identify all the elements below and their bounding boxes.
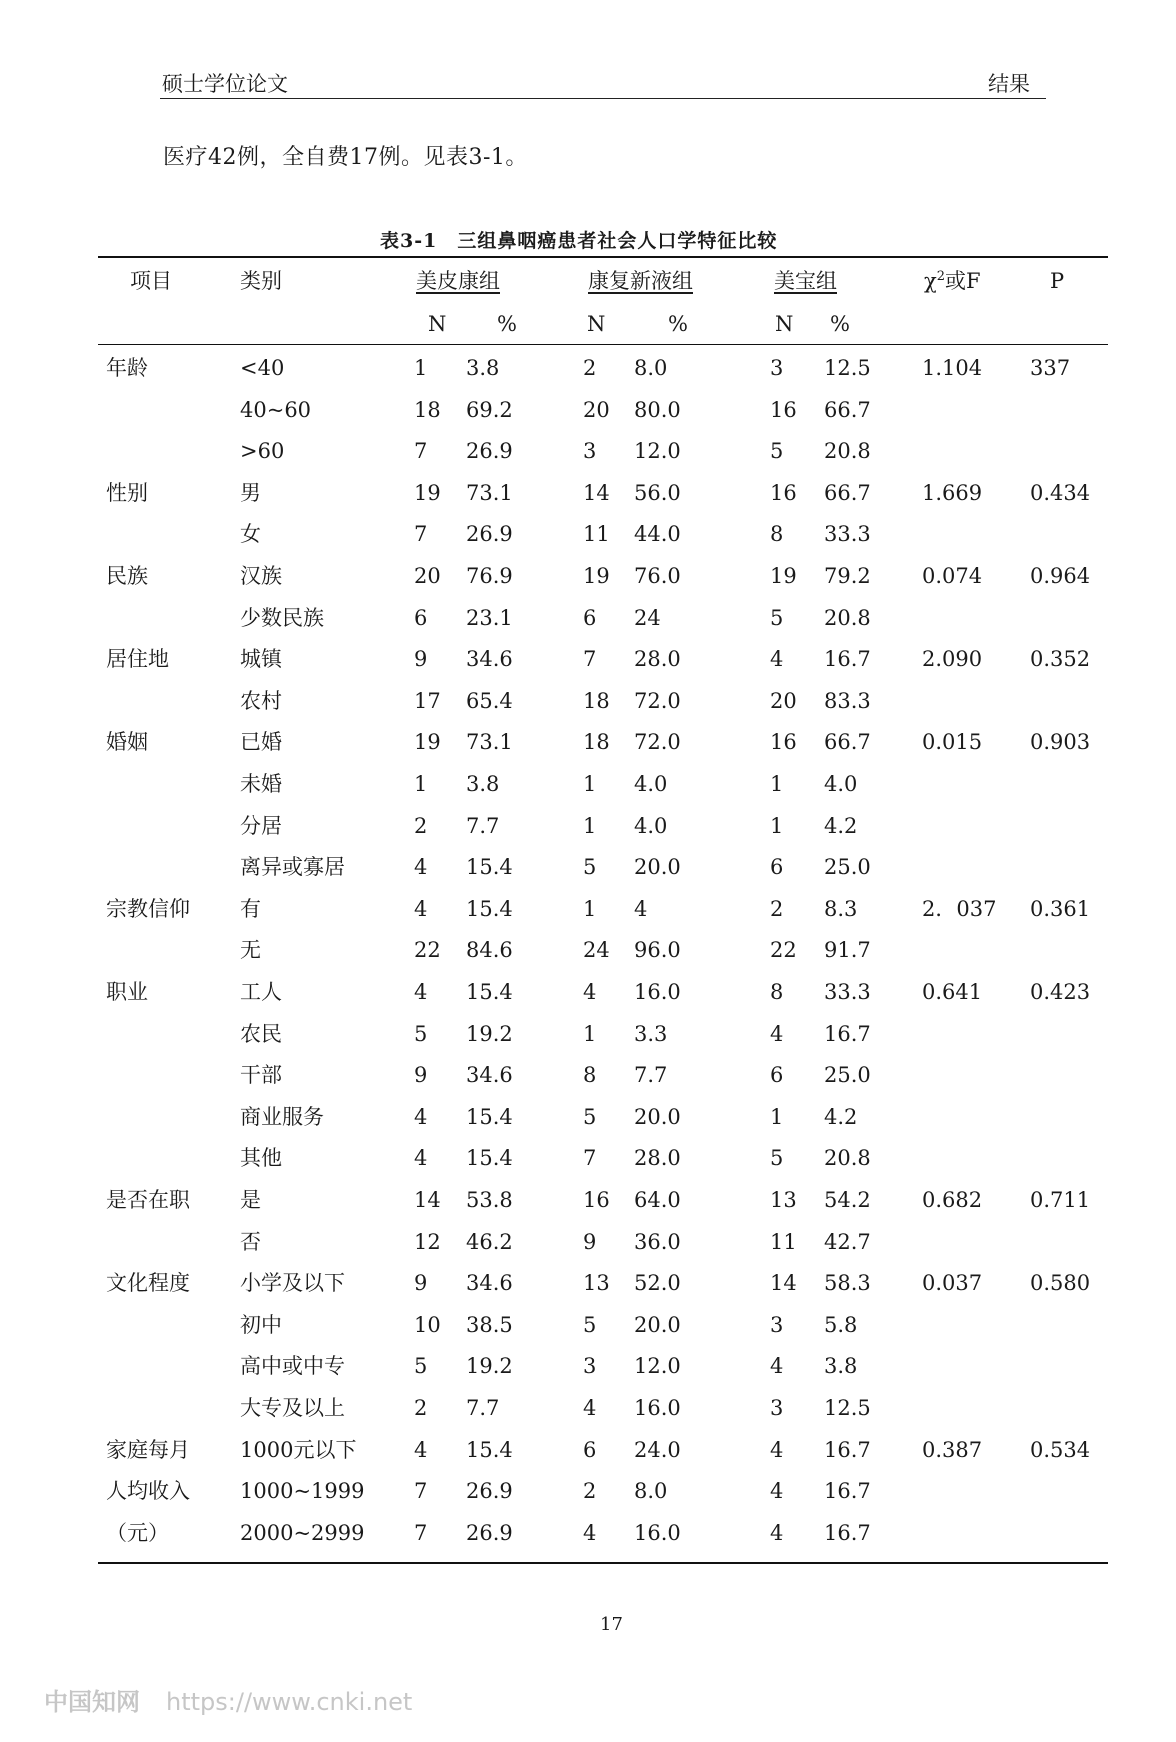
table-cell-p1: 23.1 (466, 606, 513, 630)
table-cell-p3: 16.7 (824, 1521, 871, 1545)
table-cell-n1: 7 (414, 1479, 428, 1503)
table-cell-p2: 20.0 (634, 1105, 681, 1129)
table-cell-n3: 1 (770, 772, 784, 796)
table-cell-n3: 16 (770, 730, 797, 754)
table-cell-p1: 26.9 (466, 522, 513, 546)
table-cell-p1: 73.1 (466, 481, 513, 505)
table-cell-p2: 96.0 (634, 938, 681, 962)
table-cell-cat: 其他 (240, 1146, 282, 1170)
subheader-n-group3: N (775, 312, 794, 336)
table-cell-cat: 商业服务 (240, 1105, 324, 1129)
table-cell-n3: 11 (770, 1230, 797, 1254)
table-cell-n1: 18 (414, 398, 441, 422)
table-cell-n2: 5 (583, 1105, 597, 1129)
table-cell-p3: 16.7 (824, 1438, 871, 1462)
table-cell-n2: 6 (583, 1438, 597, 1462)
table-cell-p1: 65.4 (466, 689, 513, 713)
table-cell-stat: 1.104 (922, 356, 983, 380)
table-cell-p2: 80.0 (634, 398, 681, 422)
header-item: 项目 (130, 269, 172, 293)
table-cell-p: 0.711 (1030, 1188, 1091, 1212)
table-cell-p2: 52.0 (634, 1271, 681, 1295)
table-cell-stat: 2．037 (922, 897, 997, 921)
header-statistic-sup: 2 (936, 269, 946, 284)
table-cell-p2: 56.0 (634, 481, 681, 505)
table-cell-n2: 11 (583, 522, 610, 546)
table-cell-stat: 0.682 (922, 1188, 983, 1212)
table-cell-n2: 9 (583, 1230, 597, 1254)
table-cell-cat: 干部 (240, 1063, 282, 1087)
table-cell-p1: 7.7 (466, 814, 500, 838)
subheader-pct-group2: % (668, 312, 688, 336)
table-cell-p3: 16.7 (824, 647, 871, 671)
table-cell-cat: 城镇 (240, 647, 282, 671)
table-cell-n3: 4 (770, 1354, 784, 1378)
table-cell-stat: 0.015 (922, 730, 983, 754)
table-cell-item: 宗教信仰 (106, 897, 190, 921)
table-cell-n2: 1 (583, 1022, 597, 1046)
table-cell-p3: 4.2 (824, 814, 858, 838)
watermark-url: https://www.cnki.net (166, 1688, 413, 1716)
table-cell-n3: 6 (770, 855, 784, 879)
table-cell-p2: 8.0 (634, 356, 668, 380)
table-cell-p3: 4.2 (824, 1105, 858, 1129)
table-cell-cat: 工人 (240, 980, 282, 1004)
table-cell-p: 0.434 (1030, 481, 1091, 505)
table-cell-n2: 14 (583, 481, 610, 505)
table-cell-p3: 58.3 (824, 1271, 871, 1295)
table-cell-cat: 否 (240, 1230, 261, 1254)
table-cell-cat: <40 (240, 356, 285, 380)
table-cell-p3: 16.7 (824, 1022, 871, 1046)
table-top-rule (98, 256, 1108, 258)
table-cell-p1: 15.4 (466, 855, 513, 879)
table-cell-p1: 46.2 (466, 1230, 513, 1254)
table-caption: 表3-1 三组鼻咽癌患者社会人口学特征比较 (380, 230, 778, 252)
table-cell-p1: 15.4 (466, 897, 513, 921)
table-cell-n3: 22 (770, 938, 797, 962)
table-cell-n2: 20 (583, 398, 610, 422)
table-cell-item: 居住地 (106, 647, 169, 671)
table-cell-cat: >60 (240, 439, 285, 463)
table-cell-cat: 初中 (240, 1313, 282, 1337)
header-statistic-suffix: 或F (945, 269, 981, 293)
table-cell-n2: 4 (583, 980, 597, 1004)
table-cell-n3: 13 (770, 1188, 797, 1212)
table-cell-n3: 1 (770, 814, 784, 838)
table-cell-cat: 2000~2999 (240, 1521, 365, 1545)
table-cell-p2: 76.0 (634, 564, 681, 588)
table-cell-n1: 9 (414, 1271, 428, 1295)
table-cell-n1: 4 (414, 1146, 428, 1170)
table-cell-p1: 26.9 (466, 1479, 513, 1503)
table-cell-p2: 44.0 (634, 522, 681, 546)
table-cell-cat: 1000元以下 (240, 1438, 357, 1462)
header-statistic (924, 268, 981, 294)
table-cell-p2: 64.0 (634, 1188, 681, 1212)
table-cell-n1: 22 (414, 938, 441, 962)
table-cell-p2: 4.0 (634, 772, 668, 796)
table-cell-cat: 1000~1999 (240, 1479, 365, 1503)
table-cell-n3: 4 (770, 1022, 784, 1046)
table-cell-item: 人均收入 (106, 1479, 190, 1503)
table-cell-n3: 4 (770, 1438, 784, 1462)
table-cell-p3: 83.3 (824, 689, 871, 713)
table-bottom-rule (98, 1562, 1108, 1564)
table-cell-p3: 79.2 (824, 564, 871, 588)
subheader-pct-group3: % (830, 312, 850, 336)
table-cell-p2: 8.0 (634, 1479, 668, 1503)
table-cell-n2: 13 (583, 1271, 610, 1295)
watermark (44, 1682, 412, 1717)
table-cell-p: 0.423 (1030, 980, 1091, 1004)
table-cell-p2: 36.0 (634, 1230, 681, 1254)
header-divider (160, 98, 1046, 99)
table-cell-n3: 8 (770, 522, 784, 546)
table-cell-n1: 17 (414, 689, 441, 713)
table-cell-n1: 7 (414, 522, 428, 546)
table-cell-p3: 12.5 (824, 1396, 871, 1420)
table-cell-p: 0.534 (1030, 1438, 1091, 1462)
table-cell-p: 0.580 (1030, 1271, 1091, 1295)
table-cell-p2: 24.0 (634, 1438, 681, 1462)
table-cell-item: 年龄 (106, 356, 148, 380)
table-cell-cat: 离异或寡居 (240, 855, 345, 879)
table-cell-cat: 农民 (240, 1022, 282, 1046)
table-cell-p3: 33.3 (824, 980, 871, 1004)
table-cell-p1: 84.6 (466, 938, 513, 962)
table-cell-p3: 66.7 (824, 398, 871, 422)
table-cell-n1: 5 (414, 1022, 428, 1046)
table-cell-n2: 18 (583, 689, 610, 713)
table-cell-n2: 4 (583, 1521, 597, 1545)
table-cell-p1: 15.4 (466, 1105, 513, 1129)
table-cell-n2: 16 (583, 1188, 610, 1212)
table-cell-p2: 7.7 (634, 1063, 668, 1087)
table-cell-n2: 24 (583, 938, 610, 962)
table-cell-n1: 1 (414, 356, 428, 380)
table-cell-p3: 8.3 (824, 897, 858, 921)
table-cell-n1: 2 (414, 1396, 428, 1420)
table-cell-n1: 19 (414, 481, 441, 505)
table-cell-n3: 3 (770, 1313, 784, 1337)
table-cell-item: 家庭每月 (106, 1438, 190, 1462)
table-cell-stat: 0.641 (922, 980, 983, 1004)
table-cell-item: 民族 (106, 564, 148, 588)
table-cell-n2: 4 (583, 1396, 597, 1420)
table-cell-p3: 20.8 (824, 439, 871, 463)
table-cell-n1: 4 (414, 980, 428, 1004)
table-cell-n1: 20 (414, 564, 441, 588)
table-cell-n2: 5 (583, 1313, 597, 1337)
table-cell-item: 文化程度 (106, 1271, 190, 1295)
table-cell-n2: 6 (583, 606, 597, 630)
table-cell-p3: 25.0 (824, 855, 871, 879)
table-cell-n3: 6 (770, 1063, 784, 1087)
subheader-n-group2: N (587, 312, 606, 336)
table-cell-p1: 3.8 (466, 772, 500, 796)
table-cell-cat: 高中或中专 (240, 1354, 345, 1378)
table-cell-p2: 16.0 (634, 1396, 681, 1420)
table-cell-cat: 汉族 (240, 564, 282, 588)
table-cell-p1: 73.1 (466, 730, 513, 754)
table-cell-p2: 12.0 (634, 439, 681, 463)
table-cell-cat: 是 (240, 1188, 261, 1212)
table-cell-n2: 19 (583, 564, 610, 588)
header-category: 类别 (240, 269, 282, 293)
table-cell-p2: 20.0 (634, 855, 681, 879)
table-cell-p3: 33.3 (824, 522, 871, 546)
table-cell-p2: 16.0 (634, 1521, 681, 1545)
table-cell-p2: 72.0 (634, 689, 681, 713)
table-cell-n2: 3 (583, 1354, 597, 1378)
table-cell-p3: 4.0 (824, 772, 858, 796)
table-cell-stat: 0.387 (922, 1438, 983, 1462)
header-group1: 美皮康组 (416, 269, 500, 293)
table-cell-n2: 2 (583, 356, 597, 380)
table-cell-p1: 76.9 (466, 564, 513, 588)
table-cell-n2: 1 (583, 897, 597, 921)
table-cell-p: 0.964 (1030, 564, 1091, 588)
table-cell-p1: 15.4 (466, 1146, 513, 1170)
table-cell-n1: 7 (414, 439, 428, 463)
subheader-pct-group1: % (497, 312, 517, 336)
table-cell-p1: 15.4 (466, 1438, 513, 1462)
table-cell-p3: 12.5 (824, 356, 871, 380)
table-cell-cat: 大专及以上 (240, 1396, 345, 1420)
table-cell-n1: 6 (414, 606, 428, 630)
table-cell-n3: 5 (770, 606, 784, 630)
table-cell-n1: 4 (414, 1438, 428, 1462)
table-cell-n3: 3 (770, 356, 784, 380)
table-cell-n3: 1 (770, 1105, 784, 1129)
table-cell-n3: 2 (770, 897, 784, 921)
table-cell-p2: 24 (634, 606, 661, 630)
table-cell-n3: 5 (770, 439, 784, 463)
table-cell-n2: 2 (583, 1479, 597, 1503)
table-cell-stat: 2.090 (922, 647, 983, 671)
table-cell-p1: 26.9 (466, 1521, 513, 1545)
table-cell-stat: 1.669 (922, 481, 983, 505)
table-cell-p: 0.352 (1030, 647, 1091, 671)
table-cell-p2: 3.3 (634, 1022, 668, 1046)
table-cell-n3: 5 (770, 1146, 784, 1170)
table-cell-n3: 20 (770, 689, 797, 713)
table-cell-stat: 0.074 (922, 564, 983, 588)
table-cell-p3: 20.8 (824, 1146, 871, 1170)
table-cell-p2: 4.0 (634, 814, 668, 838)
table-cell-item: 性别 (106, 481, 148, 505)
table-cell-p1: 34.6 (466, 1271, 513, 1295)
table-cell-p2: 4 (634, 897, 648, 921)
table-cell-n1: 5 (414, 1354, 428, 1378)
table-cell-cat: 少数民族 (240, 606, 324, 630)
table-cell-p1: 38.5 (466, 1313, 513, 1337)
table-cell-p3: 91.7 (824, 938, 871, 962)
table-cell-n1: 10 (414, 1313, 441, 1337)
table-cell-item: 是否在职 (106, 1188, 190, 1212)
table-cell-n3: 3 (770, 1396, 784, 1420)
table-cell-item: 职业 (106, 980, 148, 1004)
table-cell-cat: 农村 (240, 689, 282, 713)
table-cell-n3: 16 (770, 398, 797, 422)
table-cell-cat: 40~60 (240, 398, 312, 422)
table-cell-p3: 66.7 (824, 730, 871, 754)
table-cell-cat: 有 (240, 897, 261, 921)
table-cell-n2: 1 (583, 772, 597, 796)
table-cell-cat: 未婚 (240, 772, 282, 796)
page-number: 17 (600, 1614, 623, 1635)
table-cell-p2: 72.0 (634, 730, 681, 754)
table-cell-cat: 分居 (240, 814, 282, 838)
table-cell-n1: 7 (414, 1521, 428, 1545)
table-cell-p1: 34.6 (466, 647, 513, 671)
table-cell-p3: 54.2 (824, 1188, 871, 1212)
table-cell-n1: 4 (414, 855, 428, 879)
table-cell-p2: 28.0 (634, 647, 681, 671)
table-cell-n2: 1 (583, 814, 597, 838)
table-cell-p2: 28.0 (634, 1146, 681, 1170)
table-cell-n1: 9 (414, 647, 428, 671)
subheader-n-group1: N (428, 312, 447, 336)
table-cell-n3: 4 (770, 647, 784, 671)
table-cell-n1: 4 (414, 1105, 428, 1129)
table-cell-p1: 69.2 (466, 398, 513, 422)
table-cell-p1: 15.4 (466, 980, 513, 1004)
watermark-brand: 中国知网 (44, 1688, 140, 1716)
table-cell-p2: 16.0 (634, 980, 681, 1004)
table-cell-n2: 7 (583, 1146, 597, 1170)
table-cell-n2: 7 (583, 647, 597, 671)
table-cell-p: 337 (1030, 356, 1071, 380)
table-cell-n3: 4 (770, 1521, 784, 1545)
table-cell-cat: 已婚 (240, 730, 282, 754)
table-cell-item: 婚姻 (106, 730, 148, 754)
table-cell-n2: 5 (583, 855, 597, 879)
table-cell-cat: 男 (240, 481, 261, 505)
table-cell-n1: 9 (414, 1063, 428, 1087)
header-group2: 康复新液组 (588, 269, 693, 293)
table-cell-n2: 3 (583, 439, 597, 463)
table-cell-p1: 7.7 (466, 1396, 500, 1420)
table-cell-p1: 19.2 (466, 1022, 513, 1046)
table-cell-n1: 12 (414, 1230, 441, 1254)
table-cell-p3: 5.8 (824, 1313, 858, 1337)
table-cell-cat: 小学及以下 (240, 1271, 345, 1295)
header-group3: 美宝组 (774, 269, 837, 293)
table-header-rule (98, 344, 1108, 345)
table-cell-p2: 12.0 (634, 1354, 681, 1378)
table-cell-p3: 25.0 (824, 1063, 871, 1087)
table-cell-p3: 16.7 (824, 1479, 871, 1503)
table-cell-n1: 2 (414, 814, 428, 838)
table-cell-p1: 19.2 (466, 1354, 513, 1378)
table-cell-n3: 16 (770, 481, 797, 505)
table-cell-p1: 3.8 (466, 356, 500, 380)
table-cell-p2: 20.0 (634, 1313, 681, 1337)
table-cell-n1: 19 (414, 730, 441, 754)
header-section-title: 结果 (988, 72, 1030, 96)
header-statistic-chi: χ (924, 269, 937, 293)
table-cell-p3: 3.8 (824, 1354, 858, 1378)
table-cell-p3: 42.7 (824, 1230, 871, 1254)
table-cell-item: （元） (106, 1521, 169, 1545)
table-cell-p3: 20.8 (824, 606, 871, 630)
table-cell-n3: 4 (770, 1479, 784, 1503)
table-cell-p1: 34.6 (466, 1063, 513, 1087)
body-paragraph: 医疗42例，全自费17例。见表3-1。 (163, 145, 528, 170)
table-cell-n1: 14 (414, 1188, 441, 1212)
header-p: P (1050, 269, 1065, 293)
table-cell-cat: 女 (240, 522, 261, 546)
table-cell-stat: 0.037 (922, 1271, 983, 1295)
table-cell-p3: 66.7 (824, 481, 871, 505)
table-cell-n1: 1 (414, 772, 428, 796)
table-cell-n2: 8 (583, 1063, 597, 1087)
table-cell-n3: 8 (770, 980, 784, 1004)
header-thesis-title: 硕士学位论文 (162, 72, 288, 96)
table-cell-n3: 14 (770, 1271, 797, 1295)
table-cell-p: 0.903 (1030, 730, 1091, 754)
table-cell-p: 0.361 (1030, 897, 1091, 921)
table-cell-cat: 无 (240, 938, 261, 962)
table-cell-p1: 53.8 (466, 1188, 513, 1212)
table-cell-n3: 19 (770, 564, 797, 588)
table-cell-n2: 18 (583, 730, 610, 754)
table-cell-n1: 4 (414, 897, 428, 921)
table-cell-p1: 26.9 (466, 439, 513, 463)
